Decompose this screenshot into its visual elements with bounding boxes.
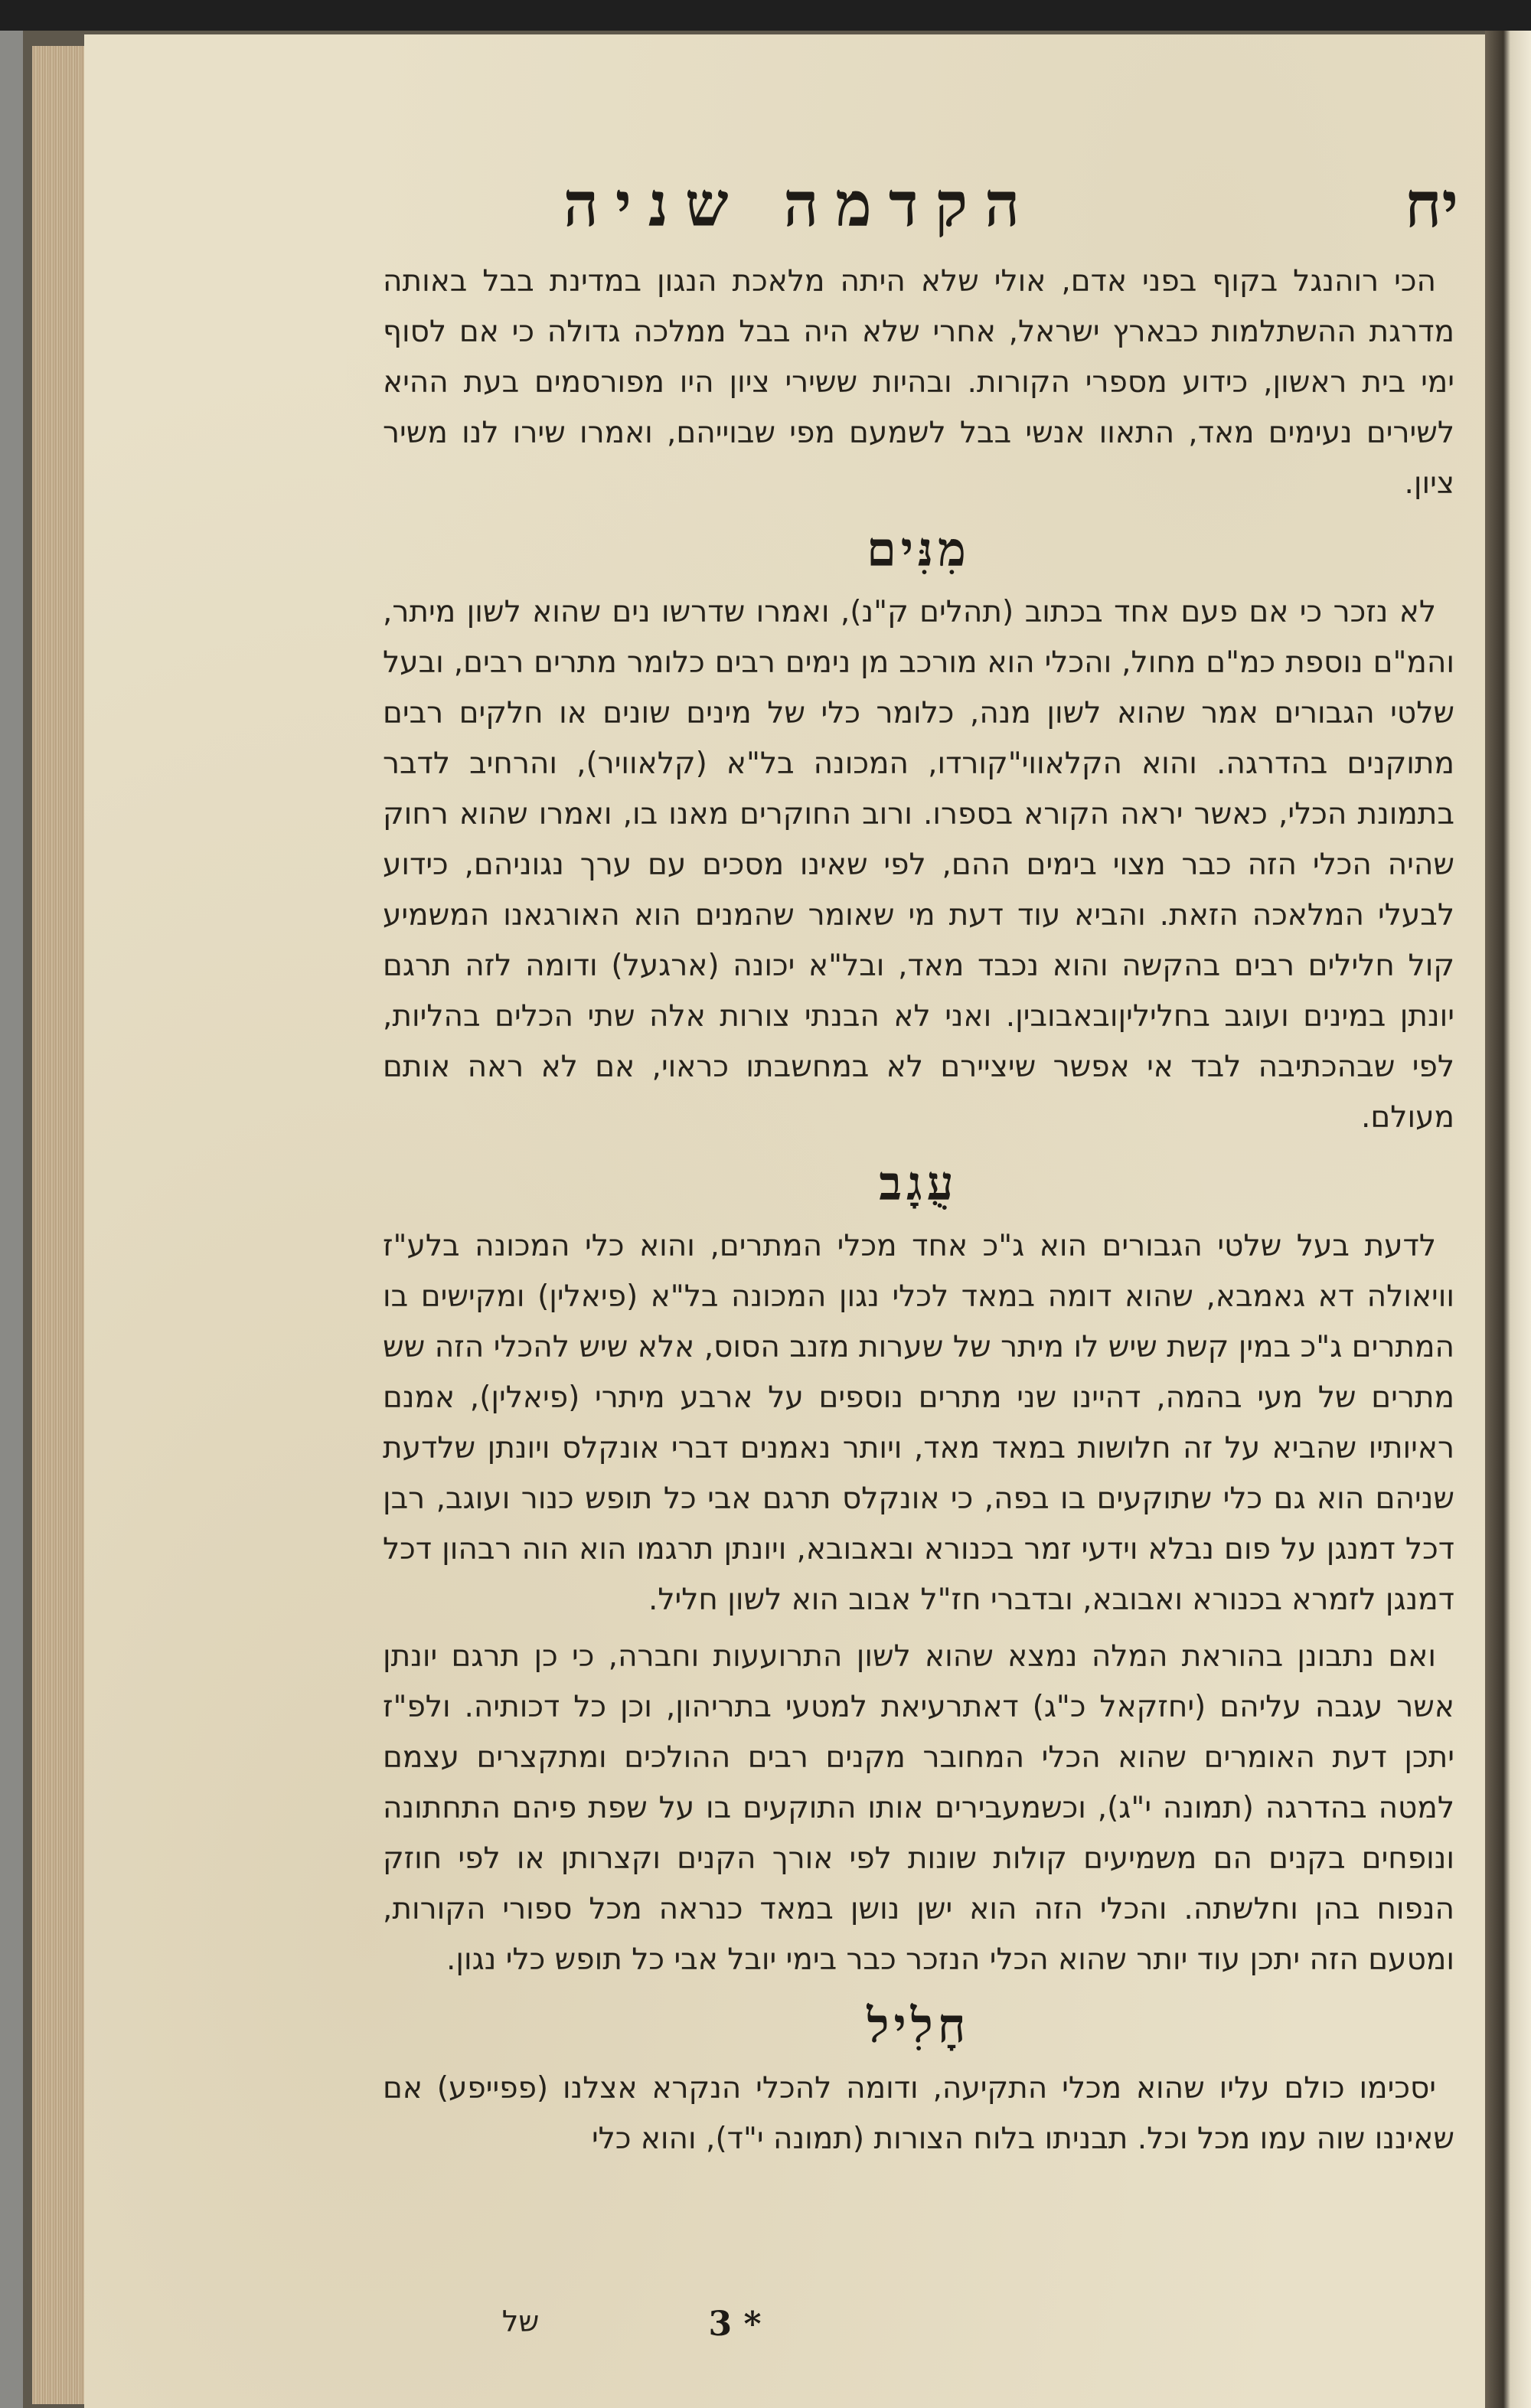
running-title: הקדמה שניה	[563, 168, 1037, 240]
catchword: של	[501, 2305, 540, 2338]
section-heading-ugav: עֻגָב	[879, 1155, 958, 1211]
signature-mark: 3 *	[708, 2305, 762, 2344]
page-edges	[32, 46, 86, 2404]
page-header	[107, 168, 1485, 253]
paragraph-ugav-2: ואם נתבונן בהוראת המלה נמצא שהוא לשון התרועעות וחברה, כי כן תרגם יונתן אשר עגבה עליהם (יחזקאל כ"ג) דאתרעיאת למטעי בתריהון, וכן כל דכותיה. ולפ"ז יתכן דעת האומרים שהוא הכלי המחובר מקנים רבים ההולכים ומתקצרים עצמם למטה בהדרגה (תמונה י"ג), וכשמעבירים אותו התוקעים בו על שפת פיהם התחתונה ונופחים בקנים הם משמיעים קולות שונות לפי אורך הקנים וקצרותן או לפי חוזק הנפוח בהן וחלשתה. והכלי הזה הוא ישן נושן במאד כנראה מכל ספורי הקורות, ומטעם הזה יתכן עוד יותר שהוא הכלי הנזכר כבר בימי יובל אבי כל תופש כלי נגון.	[383, 1639, 1454, 1977]
page-number: יח	[1404, 168, 1459, 242]
section-heading-chalil: חָלִיל	[867, 1998, 971, 2053]
paragraph-ugav-1: לדעת בעל שלטי הגבורים הוא ג"כ אחד מכלי המתרים, והוא כלי המכונה בלע"ז וויאולה דא גאמבא, שהוא דומה במאד לכלי נגון המכונה בל"א (פיאלין) ומקישים בו המתרים ג"כ במין קשת שיש לו מיתר של שערות מזנב הסוס, אלא שיש להכלי הזה שש מתרים של מעי בהמה, דהיינו שני מתרים נוספים על ארבע מיתרי (פיאלין), אמנם ראיותיו שהביא על זה חלושות במאד מאד, ויותר נאמנים דברי אונקלס ויונתן שלדעת שניהם הוא גם כלי שתוקעים בו בפה, כי אונקלס תרגם אבי כל תופש כנור ועוגב, רבן דכל דמנגן על פום נבלא וידעי זמר בכנורא ובאבובא, ויונתן תרגמו הוא הוה רבהון דכל דמנגן לזמרא בכנורא ואבובא, ובדברי חז"ל אבוב הוא לשון חליל.	[383, 1229, 1454, 1617]
scan-background	[0, 0, 1531, 31]
paragraph-minim: לא נזכר כי אם פעם אחד בכתוב (תהלים ק"נ), ואמרו שדרשו נים שהוא לשון מיתר, והמ"ם נוספת כמ"ם מחול, והכלי הוא מורכב מן נימים רבים כלומר מתרים רבים, ובעל שלטי הגבורים אמר שהוא לשון מנה, כלומר כלי של מינים שונים או חלקים רבים מתוקנים בהדרגה. והוא הקלאווי"קורדו, המכונה בל"א (קלאוויר), והרחיב לדבר בתמונת הכלי, כאשר יראה הקורא בספרו. ורוב החוקרים מאנו בו, ואמרו שהוא רחוק שהיה הכלי הזה כבר מצוי בימים ההם, לפי שאינו מסכים עם ערך נגוניהם, כידוע לבעלי המלאכה הזאת. והביא עוד דעת מי שאומר שהמנים הוא האורגאנו המשמיע קול חלילים רבים בהקשה והוא נכבד מאד, ובל"א יכונה (ארגעל) ודומה לזה תרגם יונתן במינים ועוגב בחליליןובאבובין. ואני לא הבנתי צורות אלה שתי הכלים בהליות, לפי שבהכתיבה לבד אי אפשר שיציירם לא במחשבתו כראוי, אם לא ראה אותם מעולם.	[383, 595, 1454, 1135]
paragraph-intro: הכי רוהנגל בקוף בפני אדם, אולי שלא היתה מלאכת הנגון במדינת בבל באותה מדרגת ההשתלמות כבארץ ישראל, אחרי שלא היה בבל ממלכה גדולה כי אם לסוף ימי בית ראשון, כידוע מספרי הקורות. ובהיות ששירי ציון היו מפורסמים בעת ההיא לשירים נעימים מאד, התאוו אנשי בבל לשמעם מפי שבוייהם, ואמרו שירו לנו משיר ציון.	[383, 264, 1454, 501]
paragraph-chalil: יסכימו כולם עליו שהוא מכלי התקיעה, ודומה להכלי הנקרא אצלנו (פפייפע) אם שאיננו שוה עמו מכל וכל. תבניתו בלוח הצורות (תמונה י"ד), והוא כלי	[383, 2071, 1454, 2156]
main-text	[383, 256, 1454, 2171]
book-gutter	[1485, 31, 1531, 2408]
section-heading-minim: מִנִּים	[867, 521, 971, 577]
